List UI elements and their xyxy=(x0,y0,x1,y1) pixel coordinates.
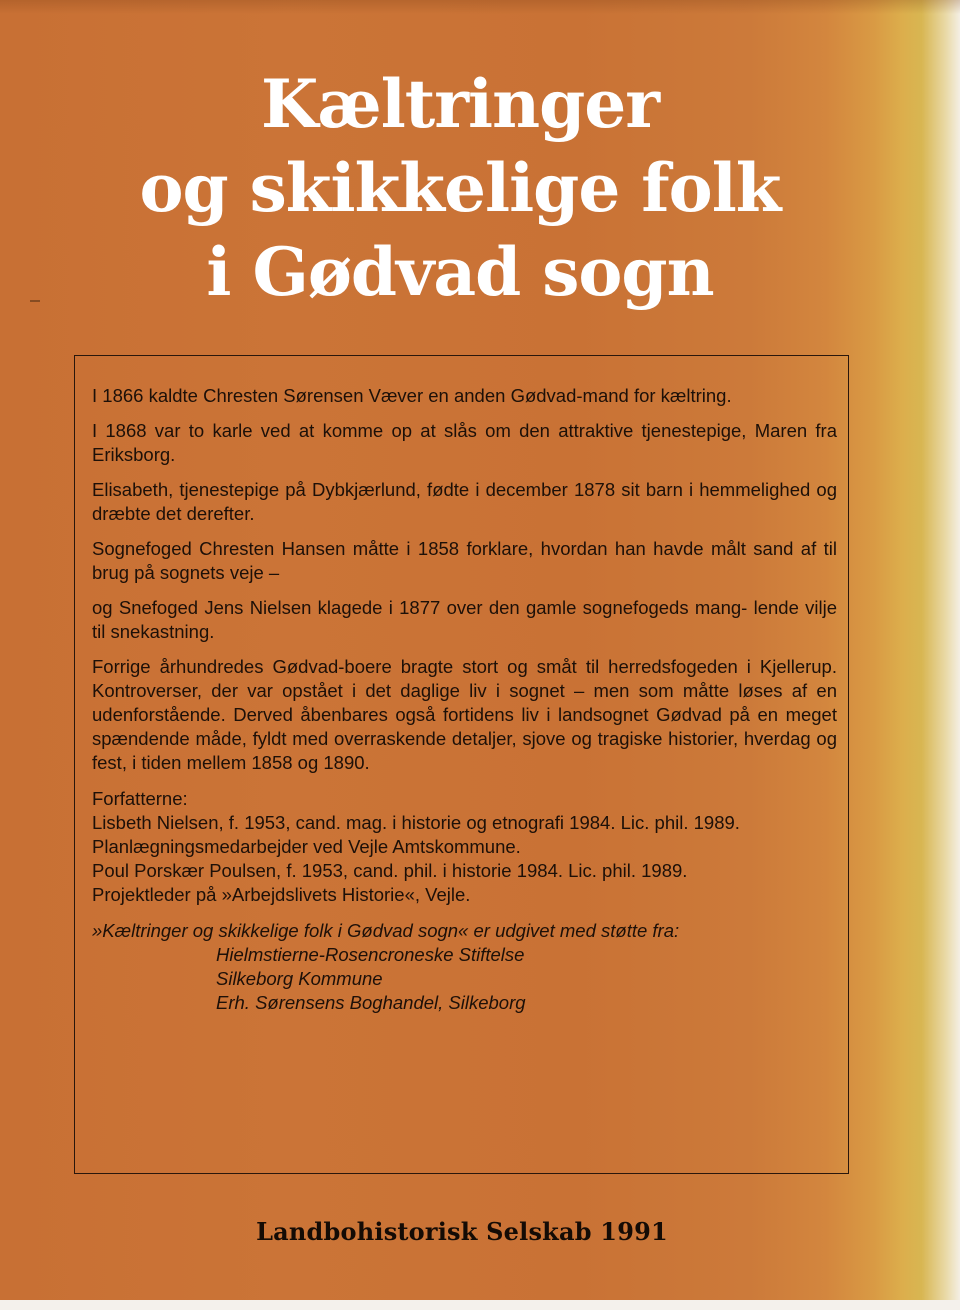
book-title xyxy=(60,62,860,314)
blurb-paragraph-3: Elisabeth, tjenestepige på Dybkjærlund, fødte i december 1878 sit barn i hemmelighed og dræbte det derefter. xyxy=(92,479,837,524)
blurb-paragraph-1: I 1866 kaldte Chresten Sørensen Væver en anden Gødvad-mand for kæltring. xyxy=(92,385,732,406)
cover-scuff-mark xyxy=(30,300,40,302)
authors-heading: Forfatterne: xyxy=(92,788,188,809)
blurb-paragraph-4: Sognefoged Chresten Hansen måtte i 1858 forklare, hvordan han havde målt sand af til brug på sognets veje – xyxy=(92,538,837,583)
authors-section xyxy=(92,787,837,907)
sponsor-line: Erh. Sørensens Boghandel, Silkeborg xyxy=(216,992,526,1013)
sponsor-line: Hielmstierne-Rosencroneske Stiftelse xyxy=(216,944,525,965)
blurb-text xyxy=(92,384,837,1015)
blurb-paragraph-6: Forrige århundredes Gødvad-boere bragte stort og småt til herredsfogeden i Kjellerup. Kontroverser, der var opstået i det daglige liv i sognet – men som måtte løses af en udenforstående. Derved åbenbares også fortidens liv i landsognet Gødvad på en meget spændende måde, fyldt med overraskende detaljer, sjove og tragiske historier, hverdag og fest, i tiden mellem 1858 og 1890. xyxy=(92,656,837,773)
blurb-paragraph-2: I 1868 var to karle ved at komme op at slås om den attraktive tjenestepige, Maren fra Eriksborg. xyxy=(92,420,837,465)
title-line-1: Kæltringer xyxy=(260,65,660,143)
sponsor-line: Silkeborg Kommune xyxy=(216,968,383,989)
support-section xyxy=(92,919,837,1015)
blurb-paragraph-5: og Snefoged Jens Nielsen klagede i 1877 over den gamle sognefogeds mang- lende vilje til snekastning. xyxy=(92,597,837,642)
author-line: Planlægningsmedarbejder ved Vejle Amtskommune. xyxy=(92,836,521,857)
publisher-line: Landbohistorisk Selskab 1991 xyxy=(256,1217,668,1246)
title-line-2: og skikkelige folk xyxy=(139,149,781,227)
cover-shadow xyxy=(0,0,960,14)
author-line: Lisbeth Nielsen, f. 1953, cand. mag. i historie og etnografi 1984. Lic. phil. 1989. xyxy=(92,812,740,833)
author-line: Poul Porskær Poulsen, f. 1953, cand. phil. i historie 1984. Lic. phil. 1989. xyxy=(92,860,688,881)
support-heading: »Kæltringer og skikkelige folk i Gødvad sogn« er udgivet med støtte fra: xyxy=(92,920,680,941)
author-line: Projektleder på »Arbejdslivets Historie«, Vejle. xyxy=(92,884,471,905)
title-line-3: i Gødvad sogn xyxy=(206,233,714,311)
